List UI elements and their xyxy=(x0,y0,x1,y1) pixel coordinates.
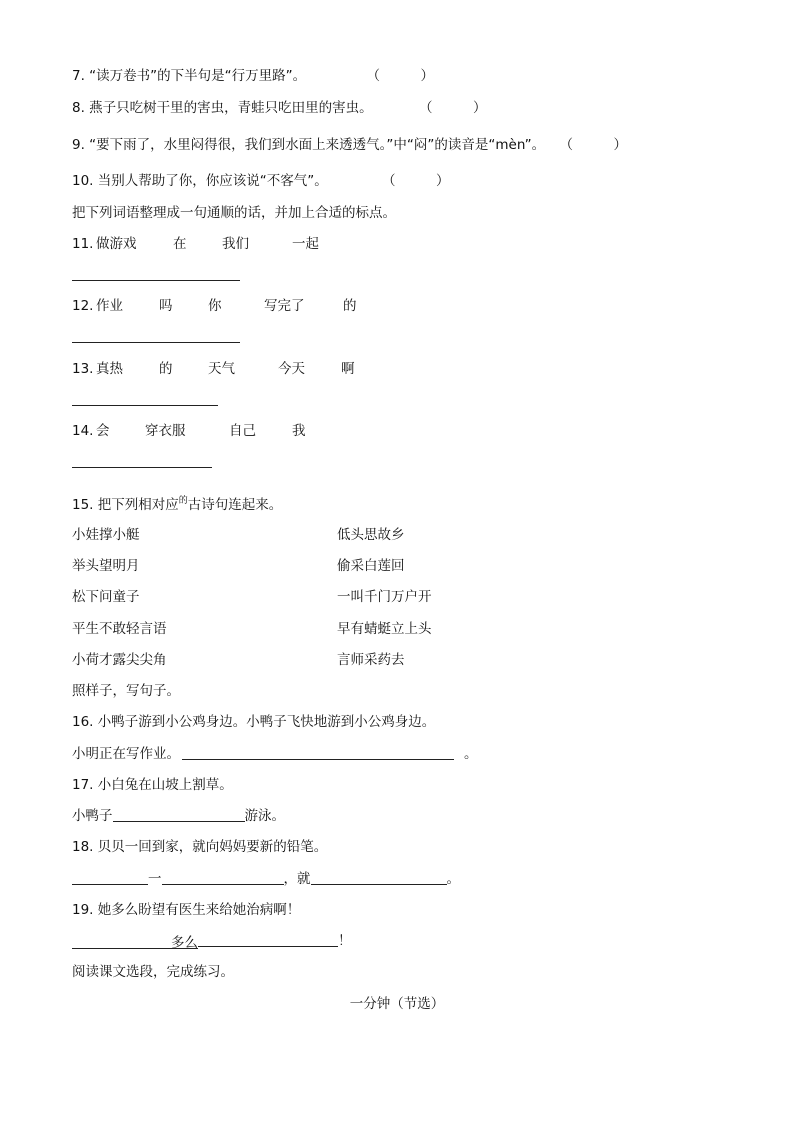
answer-line-19b[interactable] xyxy=(198,932,338,947)
answer-line-18a[interactable] xyxy=(72,870,148,885)
word-chip: 天气 xyxy=(208,361,235,377)
word-chip: 做游戏 xyxy=(96,236,137,252)
question-13-number: 13. xyxy=(72,361,94,377)
reading-title: 一分钟（节选） xyxy=(349,996,445,1012)
question-7-text: 7. “读万卷书”的下半句是“行万里路”。 xyxy=(72,68,307,84)
word-chip: 作业 xyxy=(96,298,123,314)
question-18-end: 。 xyxy=(446,871,460,887)
word-chip: 的 xyxy=(343,298,357,314)
match-right-item[interactable]: 言师采药去 xyxy=(337,652,405,668)
question-17-example: 17. 小白兔在山坡上割草。 xyxy=(72,777,233,793)
question-17-answer-row xyxy=(72,807,285,825)
question-9-text: 9. “要下雨了，水里闷得很，我们到水面上来透透气。”中“闷”的读音是“mèn”。 xyxy=(72,137,546,153)
match-left-item[interactable]: 小娃撑小艇 xyxy=(72,527,140,543)
word-chip: 穿衣服 xyxy=(145,423,186,439)
word-chip: 啊 xyxy=(341,361,355,377)
question-16-end: 。 xyxy=(464,746,478,762)
question-18-example: 18. 贝贝一回到家，就向妈妈要新的铅笔。 xyxy=(72,839,328,855)
answer-line-17[interactable] xyxy=(113,807,245,822)
question-16-prompt: 小明正在写作业。 xyxy=(72,746,180,762)
question-8 xyxy=(72,99,486,117)
answer-line-11[interactable] xyxy=(72,280,240,281)
question-18-mid2: ，就 xyxy=(283,871,311,887)
question-8-text: 8. 燕子只吃树干里的害虫，青蛙只吃田里的害虫。 xyxy=(72,100,373,116)
match-left-item[interactable]: 松下问童子 xyxy=(72,589,140,605)
question-15-sup: 的 xyxy=(178,496,188,506)
match-right-item[interactable]: 早有蜻蜓立上头 xyxy=(337,621,432,637)
question-16-example: 16. 小鸭子游到小公鸡身边。小鸭子飞快地游到小公鸡身边。 xyxy=(72,714,436,730)
reading-instruction: 阅读课文选段，完成练习。 xyxy=(72,964,234,980)
word-chip: 在 xyxy=(173,236,187,252)
match-right-item[interactable]: 低头思故乡 xyxy=(337,527,405,543)
question-19-example: 19. 她多么盼望有医生来给她治病啊！ xyxy=(72,902,301,918)
reorder-instruction: 把下列词语整理成一句通顺的话，并加上合适的标点。 xyxy=(72,205,396,221)
question-15-suffix: 古诗句连起来。 xyxy=(187,497,283,513)
word-chip: 吗 xyxy=(159,298,173,314)
question-19-end: ！ xyxy=(338,933,352,949)
word-chip: 我 xyxy=(292,423,306,439)
word-chip: 你 xyxy=(208,298,222,314)
answer-paren-9[interactable]: （ ） xyxy=(559,137,627,153)
question-15 xyxy=(72,492,282,514)
word-chip: 一起 xyxy=(292,236,319,252)
match-left-item[interactable]: 小荷才露尖尖角 xyxy=(72,652,167,668)
question-15-prefix: 15. 把下列相对应 xyxy=(72,497,179,513)
question-14-number: 14. xyxy=(72,423,94,439)
answer-line-13[interactable] xyxy=(72,405,218,406)
match-left-item[interactable]: 举头望明月 xyxy=(72,558,140,574)
match-right-item[interactable]: 一叫千门万户开 xyxy=(337,589,432,605)
answer-line-19a[interactable] xyxy=(72,934,198,949)
question-10-text: 10. 当别人帮助了你，你应该说“不客气”。 xyxy=(72,173,328,189)
question-19-answer-row xyxy=(72,932,352,950)
match-left-item[interactable]: 平生不敢轻言语 xyxy=(72,621,167,637)
answer-paren-8[interactable]: （ ） xyxy=(418,100,487,116)
question-17-end: 游泳。 xyxy=(244,808,285,824)
word-chip: 今天 xyxy=(278,361,305,377)
question-17-start: 小鸭子 xyxy=(72,808,113,824)
question-11-number: 11. xyxy=(72,236,94,252)
question-12-number: 12. xyxy=(72,298,94,314)
word-chip: 我们 xyxy=(222,236,249,252)
answer-line-12[interactable] xyxy=(72,342,240,343)
question-18-mid1: 一 xyxy=(148,871,162,887)
word-chip: 真热 xyxy=(96,361,123,377)
imitate-instruction: 照样子，写句子。 xyxy=(72,683,180,699)
question-10 xyxy=(72,172,450,190)
word-chip: 写完了 xyxy=(264,298,305,314)
question-7 xyxy=(72,67,434,85)
match-right-item[interactable]: 偷采白莲回 xyxy=(337,558,405,574)
answer-paren-10[interactable]: （ ） xyxy=(382,173,450,189)
word-chip: 自己 xyxy=(229,423,256,439)
word-chip: 的 xyxy=(159,361,173,377)
question-19-mid: 多么 xyxy=(171,935,198,951)
answer-line-18c[interactable] xyxy=(311,870,447,885)
word-chip: 会 xyxy=(96,423,110,439)
answer-paren-7[interactable]: （ ） xyxy=(366,68,434,84)
question-18-answer-row xyxy=(72,870,460,888)
answer-line-18b[interactable] xyxy=(162,870,284,885)
answer-line-16[interactable] xyxy=(182,745,454,760)
question-9 xyxy=(72,136,627,154)
question-16-answer-row xyxy=(72,745,478,763)
answer-line-14[interactable] xyxy=(72,467,212,468)
